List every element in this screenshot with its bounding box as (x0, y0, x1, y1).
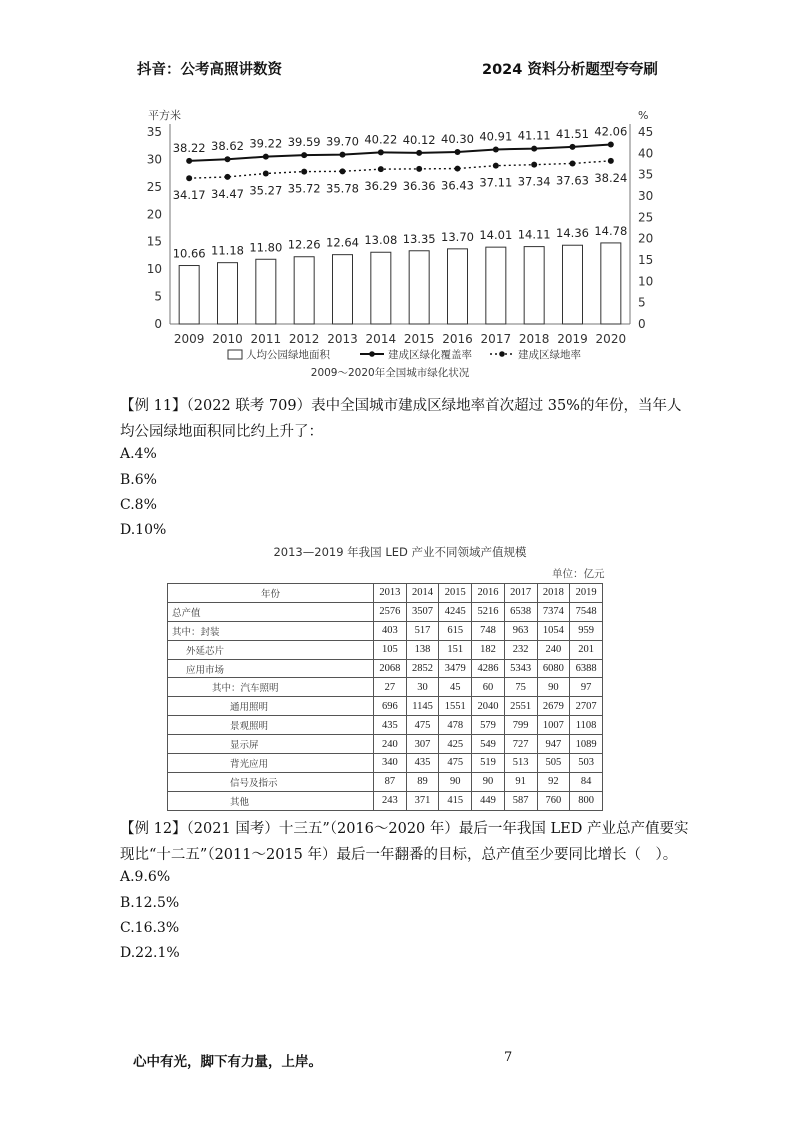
table-cell: 45 (439, 678, 472, 697)
bar (256, 259, 276, 324)
q12-option-c[interactable]: C.16.3% (120, 920, 180, 936)
greenspace-value-label: 35.72 (287, 181, 321, 196)
table-cell: 30 (406, 678, 439, 697)
legend-greenspace-point (499, 351, 505, 357)
table-cell: 2040 (472, 697, 505, 716)
x-tick-label: 2009 (173, 332, 205, 346)
q12-option-d[interactable]: D.22.1% (120, 945, 180, 961)
bar-value-label: 13.08 (364, 233, 398, 248)
greenspace-value-label: 37.11 (479, 175, 513, 190)
table-cell: 963 (504, 621, 537, 640)
greenspace-value-label: 36.36 (402, 178, 436, 193)
q11-option-d[interactable]: D.10% (120, 522, 167, 538)
table-cell: 90 (439, 772, 472, 791)
greenspace-point (340, 168, 346, 174)
table-cell: 579 (472, 716, 505, 735)
coverage-point (225, 156, 231, 162)
table-cell: 138 (406, 640, 439, 659)
row-label: 信号及指示 (168, 772, 374, 791)
table-cell: 6080 (537, 659, 570, 678)
right-unit-label: % (638, 109, 649, 122)
right-tick-label: 40 (638, 146, 654, 161)
table-cell: 2068 (374, 659, 407, 678)
left-tick-label: 15 (146, 234, 162, 249)
table-cell: 435 (406, 754, 439, 773)
q12-option-b[interactable]: B.12.5% (120, 895, 180, 911)
bar-value-label: 14.78 (594, 223, 628, 238)
row-label: 其中：汽车照明 (168, 678, 374, 697)
header-year: 2015 (439, 584, 472, 603)
question-12-text: 【例 12】（2021 国考）十三五”（2016～2020 年）最后一年我国 LED 产业总产值要实现比“十二五”（2011～2015 年）最后一年翻番的目标，总产值至少要同比增长（ ）。 (120, 821, 689, 863)
table-cell: 475 (406, 716, 439, 735)
bar-value-label: 10.66 (172, 246, 206, 261)
table-cell: 1108 (570, 716, 603, 735)
table-cell: 748 (472, 621, 505, 640)
x-tick-label: 2013 (327, 332, 358, 346)
table-unit: 单位：亿元 (552, 568, 605, 580)
row-label: 其中：封装 (168, 621, 374, 640)
table-cell: 240 (537, 640, 570, 659)
bar-value-label: 11.18 (211, 243, 244, 258)
greening-chart (140, 102, 660, 382)
coverage-point (378, 149, 384, 155)
coverage-value-label: 39.59 (287, 135, 321, 150)
bar-value-label: 14.36 (556, 226, 589, 241)
table-row (168, 772, 603, 791)
x-tick-label: 2019 (557, 332, 588, 346)
right-tick-label: 45 (638, 125, 654, 139)
greenspace-point (263, 171, 269, 177)
x-tick-label: 2012 (288, 332, 320, 346)
table-cell: 97 (570, 678, 603, 697)
x-tick-label: 2011 (250, 332, 282, 346)
table-cell: 201 (570, 640, 603, 659)
right-tick-label: 0 (638, 317, 646, 331)
table-cell: 182 (472, 640, 505, 659)
table-cell: 90 (472, 772, 505, 791)
coverage-point (301, 152, 307, 158)
x-tick-label: 2017 (480, 332, 512, 346)
table-cell: 2707 (570, 697, 603, 716)
legend-coverage-point (369, 351, 375, 357)
table-cell: 6388 (570, 659, 603, 678)
table-cell: 87 (374, 772, 407, 791)
row-label: 通用照明 (168, 697, 374, 716)
table-row (168, 716, 603, 735)
header-year: 2016 (472, 584, 505, 603)
table-cell: 232 (504, 640, 537, 659)
page-number: 7 (504, 1050, 513, 1065)
greenspace-value-label: 35.27 (249, 183, 283, 198)
greenspace-point (455, 166, 461, 172)
greenspace-value-label: 36.43 (441, 178, 474, 193)
greenspace-point (378, 166, 384, 172)
table-cell: 340 (374, 754, 407, 773)
table-cell: 1054 (537, 621, 570, 640)
bar-value-label: 14.11 (517, 227, 551, 242)
left-tick-label: 0 (154, 317, 162, 331)
coverage-point (493, 146, 499, 152)
table-row (168, 754, 603, 773)
row-label: 总产值 (168, 602, 374, 621)
right-tick-label: 25 (638, 210, 654, 225)
x-tick-label: 2014 (365, 332, 397, 346)
table-cell: 4286 (472, 659, 505, 678)
greenspace-point (570, 160, 576, 166)
bar (218, 263, 238, 324)
coverage-point (263, 154, 269, 160)
greenspace-value-label: 34.47 (211, 186, 244, 201)
legend-greenspace-label: 建成区绿地率 (518, 349, 581, 361)
right-tick-label: 5 (638, 295, 646, 310)
table-cell: 415 (439, 791, 472, 810)
table-row (168, 659, 603, 678)
header-right: 2024 资料分析题型夸夸刷 (482, 62, 658, 78)
q12-option-a[interactable]: A.9.6% (120, 869, 171, 885)
greenspace-value-label: 36.29 (364, 179, 398, 194)
row-label: 显示屏 (168, 735, 374, 754)
coverage-value-label: 38.62 (211, 139, 244, 154)
coverage-point (608, 142, 614, 148)
header-year: 2019 (570, 584, 603, 603)
table-cell: 947 (537, 735, 570, 754)
x-tick-label: 2016 (442, 332, 473, 346)
coverage-value-label: 39.22 (249, 136, 283, 151)
table-cell: 587 (504, 791, 537, 810)
row-label: 景观照明 (168, 716, 374, 735)
greenspace-point (531, 162, 537, 168)
row-label: 应用市场 (168, 659, 374, 678)
question-11-text: 【例 11】（2022 联考 709）表中全国城市建成区绿地率首次超过 35%的年份，当年人均公园绿地面积同比约上升了： (120, 398, 682, 440)
left-tick-label: 20 (146, 207, 162, 222)
greenspace-value-label: 37.34 (517, 174, 551, 189)
table-cell: 727 (504, 735, 537, 754)
table-cell: 615 (439, 621, 472, 640)
chart-title: 2009～2020年全国城市绿化状况 (310, 367, 470, 379)
coverage-value-label: 41.11 (517, 128, 551, 143)
table-cell: 3479 (439, 659, 472, 678)
coverage-value-label: 38.22 (172, 140, 206, 155)
table-cell: 959 (570, 621, 603, 640)
coverage-value-label: 42.06 (594, 124, 628, 139)
table-title: 2013—2019 年我国 LED 产业不同领域产值规模 (273, 545, 527, 559)
greenspace-value-label: 37.63 (556, 173, 589, 188)
table-row (168, 602, 603, 621)
bar (601, 243, 621, 324)
table-cell: 84 (570, 772, 603, 791)
header-year: 2018 (537, 584, 570, 603)
coverage-point (416, 150, 422, 156)
x-tick-label: 2020 (595, 332, 627, 346)
table-cell: 27 (374, 678, 407, 697)
table-row (168, 697, 603, 716)
header-year: 2013 (374, 584, 407, 603)
header-year: 2017 (504, 584, 537, 603)
left-tick-label: 35 (146, 125, 162, 139)
bar-value-label: 12.26 (287, 237, 321, 252)
bar-value-label: 13.35 (402, 231, 436, 246)
table-cell: 549 (472, 735, 505, 754)
left-tick-label: 25 (146, 179, 162, 194)
right-tick-label: 30 (638, 189, 654, 203)
header-left: 抖音：公考高照讲数资 (137, 62, 282, 78)
greenspace-point (225, 174, 231, 180)
table-cell: 91 (504, 772, 537, 791)
bar (333, 255, 353, 324)
table-cell: 503 (570, 754, 603, 773)
bar (448, 249, 468, 324)
legend-bar-label: 人均公园绿地面积 (246, 349, 330, 361)
greenspace-point (301, 169, 307, 175)
table-cell: 513 (504, 754, 537, 773)
table-cell: 240 (374, 735, 407, 754)
greenspace-point (608, 158, 614, 164)
bar-value-label: 13.70 (441, 229, 474, 244)
table-cell: 2576 (374, 602, 407, 621)
row-label: 背光应用 (168, 754, 374, 773)
q11-option-b[interactable]: B.6% (120, 472, 157, 488)
table-row (168, 735, 603, 754)
table-cell: 696 (374, 697, 407, 716)
bar-value-label: 14.01 (479, 228, 513, 243)
x-tick-label: 2018 (518, 332, 550, 346)
table-cell: 425 (439, 735, 472, 754)
left-tick-label: 30 (146, 152, 162, 167)
bar (179, 266, 199, 324)
table-cell: 5216 (472, 602, 505, 621)
greenspace-value-label: 35.78 (326, 181, 359, 196)
table-cell: 2852 (406, 659, 439, 678)
table-cell: 307 (406, 735, 439, 754)
coverage-point (186, 158, 192, 164)
coverage-value-label: 40.91 (479, 129, 513, 144)
header-year: 2014 (406, 584, 439, 603)
x-tick-label: 2015 (403, 332, 435, 346)
table-cell: 800 (570, 791, 603, 810)
table-cell: 2551 (504, 697, 537, 716)
bar-value-label: 12.64 (326, 235, 359, 250)
coverage-point (531, 146, 537, 152)
table-cell: 1089 (570, 735, 603, 754)
bar (486, 247, 506, 324)
table-cell: 517 (406, 621, 439, 640)
table-cell: 60 (472, 678, 505, 697)
coverage-value-label: 40.12 (402, 132, 436, 147)
coverage-value-label: 40.22 (364, 132, 398, 147)
right-tick-label: 15 (638, 253, 654, 267)
header-year-label: 年份 (168, 584, 374, 603)
coverage-value-label: 39.70 (326, 134, 359, 149)
footer-slogan: 心中有光，脚下有力量，上岸。 (133, 1054, 322, 1070)
table-cell: 371 (406, 791, 439, 810)
table-cell: 505 (537, 754, 570, 773)
coverage-value-label: 40.30 (441, 132, 474, 147)
table-cell: 435 (374, 716, 407, 735)
coverage-point (570, 144, 576, 150)
right-tick-label: 35 (638, 167, 654, 182)
table-cell: 105 (374, 640, 407, 659)
table-cell: 4245 (439, 602, 472, 621)
table-cell: 90 (537, 678, 570, 697)
left-tick-label: 5 (154, 289, 162, 304)
table-row (168, 678, 603, 697)
table-cell: 3507 (406, 602, 439, 621)
table-cell: 475 (439, 754, 472, 773)
coverage-point (340, 152, 346, 158)
table-row (168, 791, 603, 810)
table-cell: 449 (472, 791, 505, 810)
greenspace-point (493, 163, 499, 169)
left-unit-label: 平方米 (148, 109, 181, 122)
table-cell: 403 (374, 621, 407, 640)
table-cell: 799 (504, 716, 537, 735)
left-tick-label: 10 (146, 262, 162, 277)
table-cell: 2679 (537, 697, 570, 716)
x-tick-label: 2010 (212, 332, 243, 346)
coverage-value-label: 41.51 (556, 126, 589, 141)
q11-option-c[interactable]: C.8% (120, 497, 157, 513)
table-cell: 6538 (504, 602, 537, 621)
table-header-row (168, 584, 603, 603)
table-cell: 151 (439, 640, 472, 659)
right-tick-label: 20 (638, 231, 654, 246)
bar (409, 251, 429, 324)
table-cell: 1551 (439, 697, 472, 716)
table-cell: 89 (406, 772, 439, 791)
greenspace-value-label: 34.17 (172, 188, 206, 203)
table-cell: 75 (504, 678, 537, 697)
table-cell: 243 (374, 791, 407, 810)
table-cell: 760 (537, 791, 570, 810)
greenspace-point (416, 166, 422, 172)
right-tick-label: 10 (638, 274, 654, 289)
table-cell: 1145 (406, 697, 439, 716)
coverage-point (455, 149, 461, 155)
table-cell: 478 (439, 716, 472, 735)
bar (563, 245, 583, 324)
table-cell: 7374 (537, 602, 570, 621)
led-table (167, 583, 603, 811)
table-row (168, 621, 603, 640)
table-cell: 5343 (504, 659, 537, 678)
greenspace-value-label: 38.24 (594, 170, 628, 185)
table-cell: 92 (537, 772, 570, 791)
q11-option-a[interactable]: A.4% (120, 446, 157, 462)
bar (524, 247, 544, 324)
table-row (168, 640, 603, 659)
row-label: 其他 (168, 791, 374, 810)
greenspace-point (186, 175, 192, 181)
table-cell: 7548 (570, 602, 603, 621)
bar (371, 252, 391, 324)
row-label: 外延芯片 (168, 640, 374, 659)
table-cell: 1007 (537, 716, 570, 735)
bar-value-label: 11.80 (249, 240, 283, 255)
legend-bar-swatch (228, 350, 242, 359)
legend-coverage-label: 建成区绿化覆盖率 (388, 349, 472, 361)
bar (294, 257, 314, 324)
table-cell: 519 (472, 754, 505, 773)
